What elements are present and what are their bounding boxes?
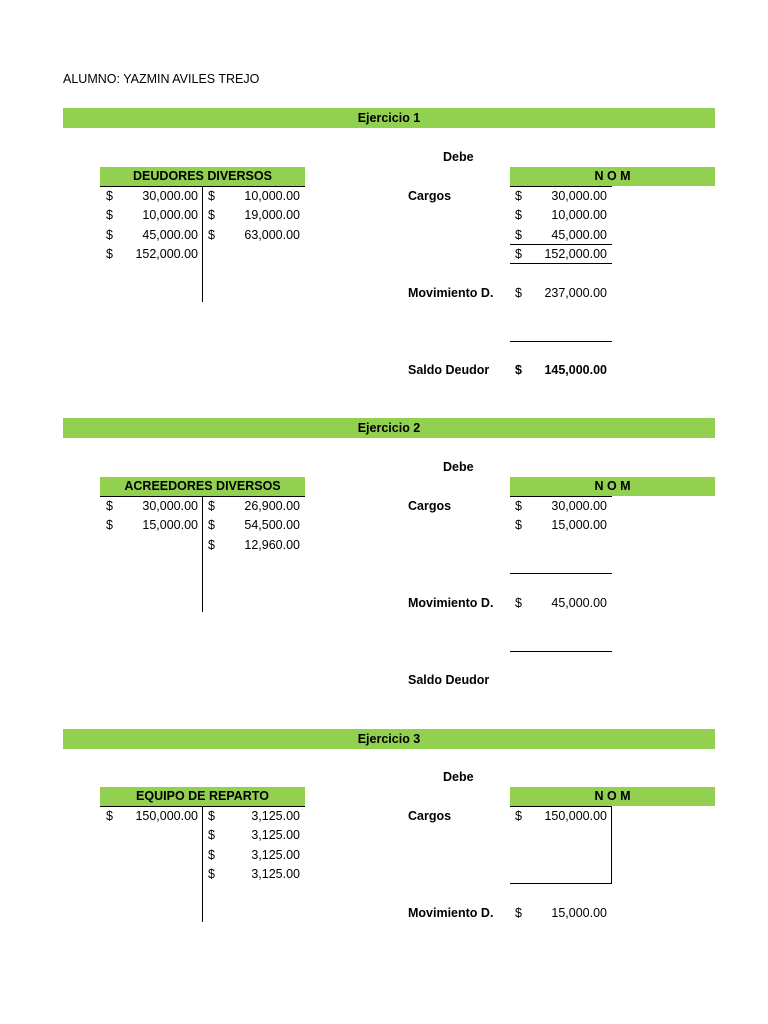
ledger-right-border [611, 806, 612, 884]
t-account-divider [202, 496, 203, 612]
saldo-label: Saldo Deudor [408, 673, 490, 687]
cargos-label: Cargos [408, 499, 452, 513]
currency-symbol: $ [208, 828, 215, 842]
separator-line [510, 341, 612, 342]
cargos-label: Cargos [408, 809, 452, 823]
debit-amount: 30,000.00 [142, 189, 198, 203]
cargo-amount: 45,000.00 [551, 228, 607, 242]
cargos-total-line [510, 573, 612, 574]
movimiento-label: Movimiento D. [408, 906, 494, 920]
saldo-amount: 145,000.00 [544, 363, 607, 377]
cargo-amount: 15,000.00 [551, 518, 607, 532]
currency-symbol: $ [208, 809, 215, 823]
credit-amount: 19,000.00 [244, 208, 300, 222]
credit-amount: 26,900.00 [244, 499, 300, 513]
student-name: ALUMNO: YAZMIN AVILES TREJO [63, 72, 260, 86]
separator-line [510, 651, 612, 652]
currency-symbol: $ [106, 809, 113, 823]
debe-label: Debe [443, 770, 474, 784]
saldo-label: Saldo Deudor [408, 363, 490, 377]
currency-symbol: $ [515, 228, 522, 242]
debit-amount: 152,000.00 [135, 247, 198, 261]
credit-amount: 10,000.00 [244, 189, 300, 203]
cargo-amount: 10,000.00 [551, 208, 607, 222]
currency-symbol: $ [515, 363, 522, 377]
ledger-title: N O M [594, 169, 631, 183]
currency-symbol: $ [208, 538, 215, 552]
debit-amount: 10,000.00 [142, 208, 198, 222]
currency-symbol: $ [515, 208, 522, 222]
cargo-amount: 150,000.00 [544, 809, 607, 823]
movimiento-label: Movimiento D. [408, 286, 494, 300]
movimiento-amount: 237,000.00 [544, 286, 607, 300]
exercise-1-title: Ejercicio 1 [357, 111, 421, 125]
movimiento-amount: 45,000.00 [551, 596, 607, 610]
currency-symbol: $ [106, 208, 113, 222]
cargos-total-line [510, 263, 612, 264]
debit-amount: 15,000.00 [142, 518, 198, 532]
ledger-title: N O M [594, 479, 631, 493]
credit-amount: 3,125.00 [251, 828, 300, 842]
ledger-title: N O M [594, 789, 631, 803]
debe-label: Debe [443, 460, 474, 474]
currency-symbol: $ [106, 228, 113, 242]
cargos-total-line [510, 883, 612, 884]
debit-amount: 150,000.00 [135, 809, 198, 823]
credit-amount: 3,125.00 [251, 848, 300, 862]
currency-symbol: $ [515, 286, 522, 300]
credit-amount: 3,125.00 [251, 867, 300, 881]
cargo-amount: 152,000.00 [544, 247, 607, 261]
currency-symbol: $ [515, 596, 522, 610]
credit-amount: 63,000.00 [244, 228, 300, 242]
currency-symbol: $ [106, 499, 113, 513]
ledger-top-line [510, 806, 612, 807]
t-account-divider [202, 806, 203, 922]
movimiento-amount: 15,000.00 [551, 906, 607, 920]
currency-symbol: $ [515, 906, 522, 920]
currency-symbol: $ [208, 518, 215, 532]
currency-symbol: $ [515, 189, 522, 203]
currency-symbol: $ [106, 247, 113, 261]
currency-symbol: $ [208, 208, 215, 222]
cargos-label: Cargos [408, 189, 452, 203]
account-title: DEUDORES DIVERSOS [133, 169, 272, 183]
currency-symbol: $ [208, 867, 215, 881]
currency-symbol: $ [208, 189, 215, 203]
exercise-3-title: Ejercicio 3 [357, 732, 421, 746]
debit-amount: 45,000.00 [142, 228, 198, 242]
currency-symbol: $ [106, 518, 113, 532]
cargo-amount: 30,000.00 [551, 189, 607, 203]
ledger-top-line [510, 496, 612, 497]
debit-amount: 30,000.00 [142, 499, 198, 513]
credit-amount: 3,125.00 [251, 809, 300, 823]
currency-symbol: $ [208, 499, 215, 513]
currency-symbol: $ [106, 189, 113, 203]
currency-symbol: $ [515, 247, 522, 261]
exercise-2-title: Ejercicio 2 [357, 421, 421, 435]
ledger-top-line [510, 186, 612, 187]
t-account-divider [202, 186, 203, 302]
cargos-underline [510, 244, 612, 245]
credit-amount: 12,960.00 [244, 538, 300, 552]
currency-symbol: $ [515, 809, 522, 823]
account-title: EQUIPO DE REPARTO [136, 789, 269, 803]
credit-amount: 54,500.00 [244, 518, 300, 532]
currency-symbol: $ [208, 848, 215, 862]
currency-symbol: $ [208, 228, 215, 242]
account-title: ACREEDORES DIVERSOS [124, 479, 281, 493]
currency-symbol: $ [515, 518, 522, 532]
currency-symbol: $ [515, 499, 522, 513]
debe-label: Debe [443, 150, 474, 164]
movimiento-label: Movimiento D. [408, 596, 494, 610]
cargo-amount: 30,000.00 [551, 499, 607, 513]
